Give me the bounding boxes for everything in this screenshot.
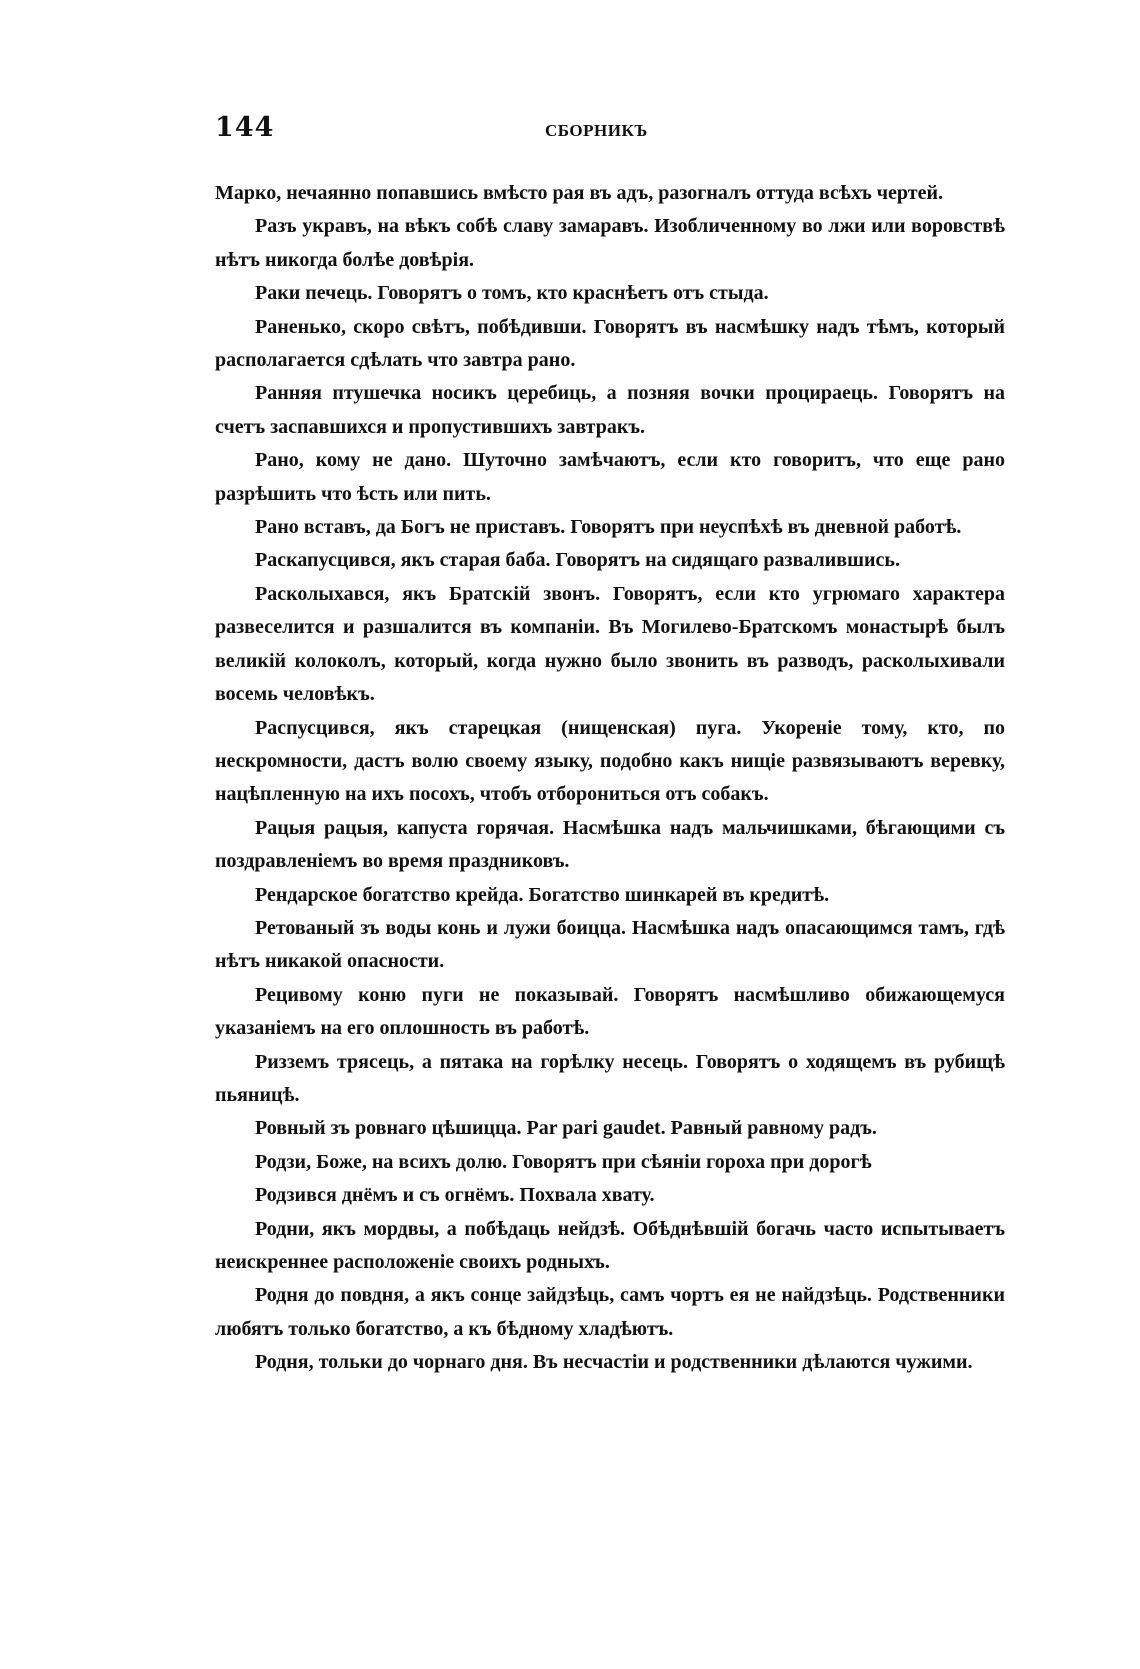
proverb-paragraph: Ретованый зъ воды конь и лужи боицца. Насмѣшка надъ опасающимся тамъ, гдѣ нѣтъ никакой опасности. [215, 916, 1005, 973]
proverb-paragraph: Раскапусцився, якъ старая баба. Говорятъ на сидящаго развалившись. [255, 549, 900, 572]
proverb-paragraph: Родня, тольки до чорнаго дня. Въ несчастіи и родственники дѣлаются чужими. [255, 1351, 973, 1374]
text-body [215, 177, 1005, 1380]
proverb-paragraph: Раненько, скоро свѣтъ, побѣдивши. Говорятъ въ насмѣшку надъ тѣмъ, который располагается сдѣлать что завтра рано. [215, 315, 1005, 372]
proverb-paragraph: Разъ укравъ, на вѣкъ собѣ славу замаравъ. Изобличенному во лжи или воровствѣ нѣтъ никогда болѣе довѣрія. [215, 215, 1005, 271]
proverb-paragraph: Родня до повдня, а якъ сонце зайдзѣць, самъ чортъ ея не найдзѣць. Родственники любятъ только богатство, а къ бѣдному хладѣютъ. [215, 1284, 1005, 1340]
paragraph-marko: Марко, нечаянно попавшись вмѣсто рая въ адъ, разогналъ оттуда всѣхъ чертей. [215, 182, 943, 204]
proverb-paragraph: Рацыя рацыя, капуста горячая. Насмѣшка надъ мальчишками, бѣгающими съ поздравленіемъ во время праздниковъ. [215, 816, 1005, 873]
proverb-paragraph: Распусцився, якъ старецкая (нищенская) пуга. Укореніе тому, кто, по нескромности, дастъ волю своему языку, подобно какъ нищіе развязываютъ веревку, нацѣпленную на ихъ посохъ, чтобъ отборониться отъ собакъ. [215, 716, 1005, 806]
proverb-paragraph: Расколыхався, якъ Братскій звонъ. Говорятъ, если кто угрюмаго характера развеселится и разшалится въ компаніи. Въ Могилево-Братскомъ монастырѣ былъ великій колоколъ, который, когда нужно было звонить въ разводъ, расколыхивали восемь человѣкъ. [215, 582, 1005, 706]
proverb-paragraph: Ризземъ трясець, а пятака на горѣлку несець. Говорятъ о ходящемъ въ рубищѣ пьяницѣ. [215, 1050, 1005, 1106]
proverb-paragraph: Родни, якъ мордвы, а побѣдаць нейдзѣ. Обѣднѣвшій богачь часто испытываетъ неискреннее расположеніе своихъ родныхъ. [215, 1217, 1005, 1273]
proverb-paragraph: Рано, кому не дано. Шуточно замѣчаютъ, если кто говоритъ, что еще рано разрѣшить что ѣсть или пить. [215, 449, 1005, 505]
proverb-paragraph: Ранняя птушечка носикъ церебиць, а позняя вочки процираець. Говорятъ на счетъ заспавшихся и пропустившихъ завтракъ. [215, 382, 1005, 438]
proverb-paragraph: Раки печець. Говорятъ о томъ, кто краснѣетъ отъ стыда. [255, 282, 769, 305]
proverb-paragraph: Рендарское богатство крейда. Богатство шинкарей въ кредитѣ. [255, 883, 830, 906]
book-title: СБОРНИКЪ [545, 121, 648, 140]
running-head [215, 112, 1005, 152]
proverb-paragraph: Родзи, Боже, на всихъ долю. Говорятъ при сѣяніи гороха при дорогѣ [255, 1150, 872, 1173]
proverb-paragraph: Рецивому коню пуги не показывай. Говорятъ насмѣшливо обижающемуся указаніемъ на его оплошность въ работѣ. [215, 983, 1005, 1040]
proverb-paragraph: Ровный зъ ровнаго цѣшицца. Par pari gaudet. Равный равному радъ. [255, 1117, 877, 1140]
proverb-paragraph: Рано вставъ, да Богъ не приставъ. Говорятъ при неуспѣхѣ въ дневной работѣ. [255, 516, 962, 539]
page-number: 144 [215, 112, 275, 143]
proverb-paragraph: Родзився днёмъ и съ огнёмъ. Похвала хвату. [255, 1184, 655, 1207]
